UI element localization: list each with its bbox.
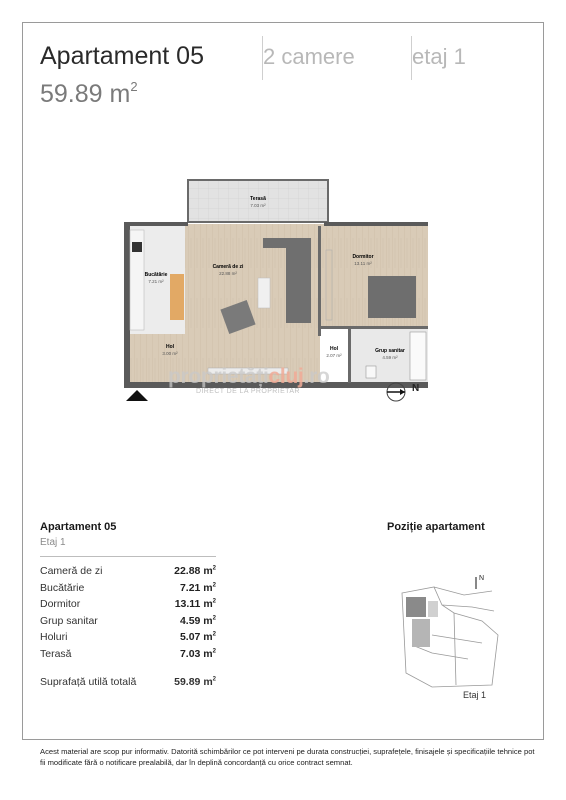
position-north-label: N <box>479 575 485 582</box>
row-label: Grup sanitar <box>40 614 98 627</box>
building-position-map <box>372 565 522 695</box>
sofa-side <box>286 238 311 323</box>
room-label-name: Dormitor <box>352 254 374 260</box>
row-value: 7.03 $m^2$ <box>179 647 216 660</box>
room-label-name: Hol <box>165 344 175 350</box>
room-label-area: 7.03 m² <box>250 203 266 208</box>
wc <box>366 366 376 378</box>
row-label: Dormitor <box>40 598 81 610</box>
wall-left <box>124 222 130 388</box>
apartment-title: Apartament 05 <box>40 42 204 70</box>
bathtub <box>410 332 426 380</box>
position-title: Poziție apartament <box>387 521 485 533</box>
table-row <box>40 565 216 582</box>
wall-bath-left <box>348 328 351 383</box>
row-label: Holuri <box>40 631 68 643</box>
total-value: 59.89 $m^2$ <box>174 676 216 688</box>
wall-bath-top <box>320 326 428 329</box>
area-unit-sup: 2 <box>130 78 138 94</box>
bed <box>368 276 416 318</box>
row-label: Bucătărie <box>40 581 85 594</box>
area-table <box>40 565 216 664</box>
room-count: 2 camere <box>263 44 355 69</box>
total-label: Suprafață utilă totală <box>40 676 137 688</box>
room-label-area: 13.11 m² <box>354 261 372 266</box>
table-row <box>40 648 216 665</box>
watermark-tld: .ro <box>303 365 330 388</box>
total-row <box>40 676 216 688</box>
area-value: 59.89 m <box>40 80 131 108</box>
dining-table <box>170 274 184 320</box>
floor-label: etaj 1 <box>412 44 466 69</box>
table-divider <box>40 556 216 557</box>
room-label-area: 2.07 m² <box>326 353 342 358</box>
coffee-table <box>258 278 270 308</box>
wall-bedroom <box>318 226 321 336</box>
wall-top-right <box>324 222 428 226</box>
row-value: 7.21 $m^2$ <box>179 581 216 594</box>
watermark-text: proprietăți <box>168 365 269 388</box>
table-row <box>40 631 216 648</box>
row-value: 22.88 $m^2$ <box>174 565 216 577</box>
table-row <box>40 582 216 599</box>
table-title: Apartament 05 <box>40 521 117 533</box>
highlighted-apartment <box>406 597 426 617</box>
neighbor-unit <box>412 619 430 647</box>
floor-plan <box>98 158 428 398</box>
wall-top-left <box>124 222 188 226</box>
wardrobe <box>326 250 332 320</box>
disclaimer-text: Acest material are scop pur informativ. Datorită schimbărilor ce pot interveni pe durata construcției, suprafețele, finisajele și specificațiile tehnice pot fii modificate fără o notificare prealabilă, dar în deplină concordanță cu orice contract semnat. <box>40 747 535 767</box>
watermark-accent: cluj <box>268 365 304 388</box>
table-row <box>40 598 216 615</box>
position-north-icon <box>474 573 478 589</box>
row-value: 4.59 $m^2$ <box>179 614 216 627</box>
north-arrow-icon <box>384 380 408 404</box>
apartment-area <box>40 80 138 109</box>
room-label-area: 4.59 m² <box>382 355 398 360</box>
room-label-name: Cameră de zi <box>212 264 244 270</box>
watermark-subtitle: DIRECT DE LA PROPRIETAR <box>196 388 300 395</box>
position-floor-label: Etaj 1 <box>463 690 487 700</box>
room-label-area: 7.21 m² <box>148 279 164 284</box>
row-value: 13.11 $m^2$ <box>174 598 216 610</box>
room-label-area: 3.00 m² <box>162 351 178 356</box>
room-label-name: Bucătărie <box>144 272 168 278</box>
room-label-area: 22.88 m² <box>219 271 237 276</box>
room-label-name: Terasă <box>250 196 266 202</box>
table-row <box>40 615 216 632</box>
entrance-marker-icon <box>126 390 148 401</box>
row-label: Terasă <box>40 647 72 660</box>
room-label-name: Grup sanitar <box>375 348 405 354</box>
row-value: 5.07 $m^2$ <box>179 631 216 643</box>
north-label: N <box>412 383 420 394</box>
neighbor-unit <box>428 601 438 617</box>
table-subtitle: Etaj 1 <box>40 537 66 548</box>
watermark-logo <box>168 365 329 389</box>
stove <box>132 242 142 252</box>
row-label: Cameră de zi <box>40 565 103 577</box>
room-label-name: Hol <box>329 346 339 352</box>
